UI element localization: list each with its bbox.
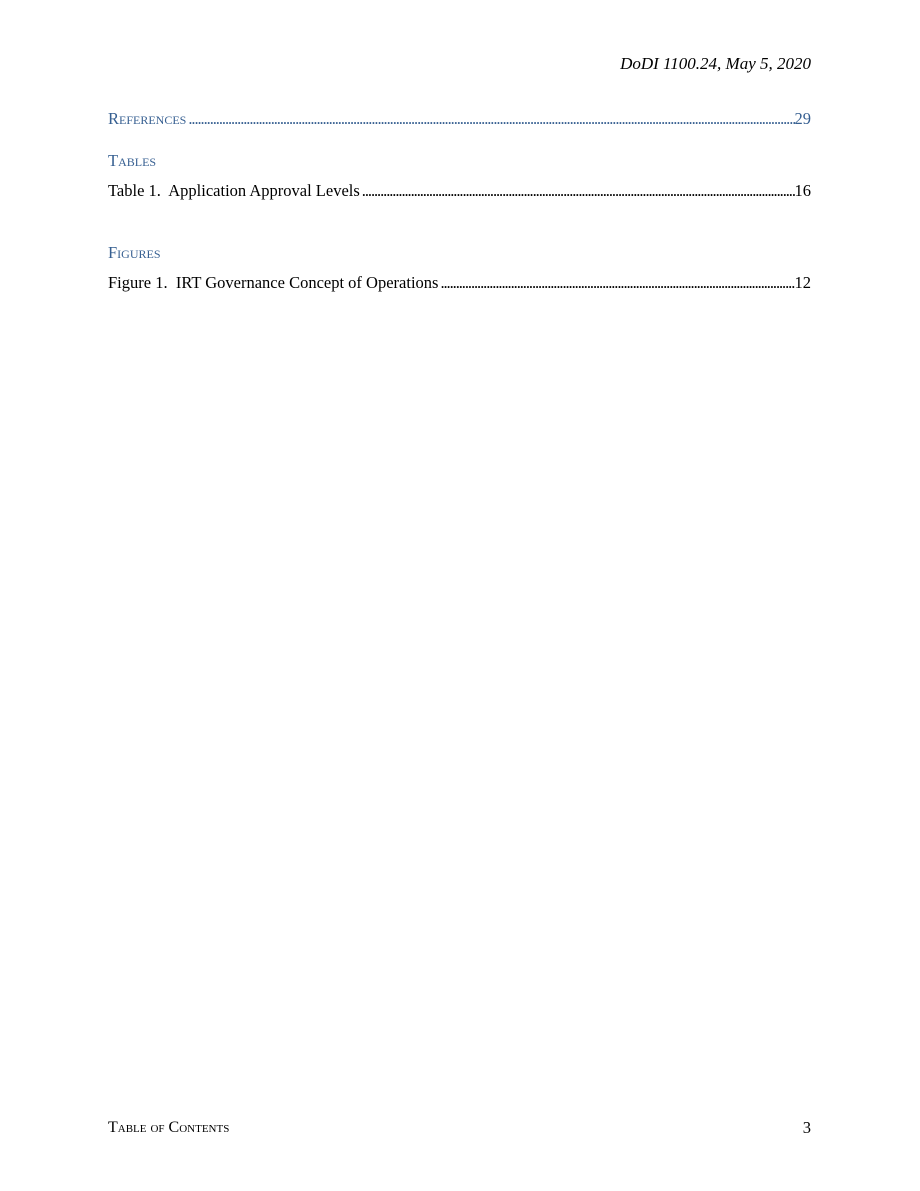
toc-entry-page: 12 <box>794 273 811 292</box>
toc-entry-page: 29 <box>794 109 811 128</box>
toc-entry-label: Table 1. Application Approval Levels <box>108 181 360 200</box>
toc-entry-figure-1[interactable] <box>108 272 811 294</box>
toc-heading-figures[interactable]: Figures <box>108 243 161 262</box>
toc-entry-label: References <box>108 109 187 128</box>
toc-heading-tables[interactable]: Tables <box>108 151 157 170</box>
toc-dot-leader <box>360 180 795 202</box>
footer-page-number: 3 <box>802 1118 811 1137</box>
toc-entry-page: 16 <box>794 181 811 200</box>
document-reference-header: DoDI 1100.24, May 5, 2020 <box>620 54 811 73</box>
toc-entry-label: Figure 1. IRT Governance Concept of Operations <box>108 273 439 292</box>
toc-entry-references[interactable] <box>108 108 811 130</box>
toc-entry-table-1[interactable] <box>108 180 811 202</box>
toc-dot-leader <box>438 272 794 294</box>
toc-dot-leader <box>186 108 794 130</box>
footer-section-title: Table of Contents <box>108 1119 230 1136</box>
